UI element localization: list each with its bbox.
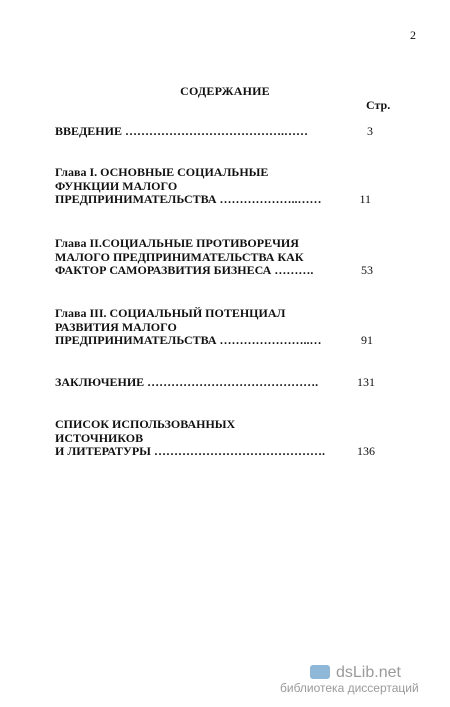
pages-column-header: Стр. xyxy=(366,98,391,112)
watermark xyxy=(280,664,445,695)
toc-entry-line: ПРЕДПРИНИМАТЕЛЬСТВА ………………..…… xyxy=(55,192,322,206)
toc-entry-line: ФУНКЦИИ МАЛОГО xyxy=(55,178,178,193)
page-number: 2 xyxy=(410,28,416,42)
toc-entry-line: ВВЕДЕНИЕ ………………………………….…… xyxy=(55,124,308,138)
toc-entry-conclusion xyxy=(55,376,395,390)
toc-entry-introduction xyxy=(55,125,395,139)
watermark-logo-icon xyxy=(310,665,330,679)
toc-entry-page: 136 xyxy=(357,444,375,458)
watermark-caption: библиотека диссертаций xyxy=(280,681,419,695)
toc-entry-line: СПИСОК ИСПОЛЬЗОВАННЫХ ИСТОЧНИКОВ xyxy=(55,417,236,445)
toc-entry-line: РАЗВИТИЯ МАЛОГО xyxy=(55,319,177,334)
toc-entry-page: 11 xyxy=(359,192,371,206)
watermark-site: dsLib.net xyxy=(336,664,401,681)
toc-entry-page: 91 xyxy=(361,333,373,347)
toc-entry-line: Глава I. ОСНОВНЫЕ СОЦИАЛЬНЫЕ xyxy=(55,165,269,179)
toc-entry-references xyxy=(55,418,395,459)
toc-entry-page: 131 xyxy=(357,375,375,389)
toc-entry-line: Глава III. СОЦИАЛЬНЫЙ ПОТЕНЦИАЛ xyxy=(55,306,286,320)
toc-entry-line: МАЛОГО ПРЕДПРИНИМАТЕЛЬСТВА КАК xyxy=(55,249,304,264)
toc-entry-line: И ЛИТЕРАТУРЫ ……………………………………. xyxy=(55,444,325,458)
toc-entry-page: 3 xyxy=(367,124,373,138)
toc-title: СОДЕРЖАНИЕ xyxy=(180,84,270,98)
toc-entry-line: ФАКТОР САМОРАЗВИТИЯ БИЗНЕСА ………. xyxy=(55,263,314,277)
toc-entry-chapter-3 xyxy=(55,307,395,348)
toc-entry-line: Глава II.СОЦИАЛЬНЫЕ ПРОТИВОРЕЧИЯ xyxy=(55,236,299,250)
toc-entry-chapter-1 xyxy=(55,166,395,207)
toc-entry-line: ЗАКЛЮЧЕНИЕ ……………………………………. xyxy=(55,375,319,389)
toc-entry-chapter-2 xyxy=(55,237,395,278)
toc-entry-page: 53 xyxy=(361,263,373,277)
toc-entry-line: ПРЕДПРИНИМАТЕЛЬСТВА …………………..… xyxy=(55,333,322,347)
